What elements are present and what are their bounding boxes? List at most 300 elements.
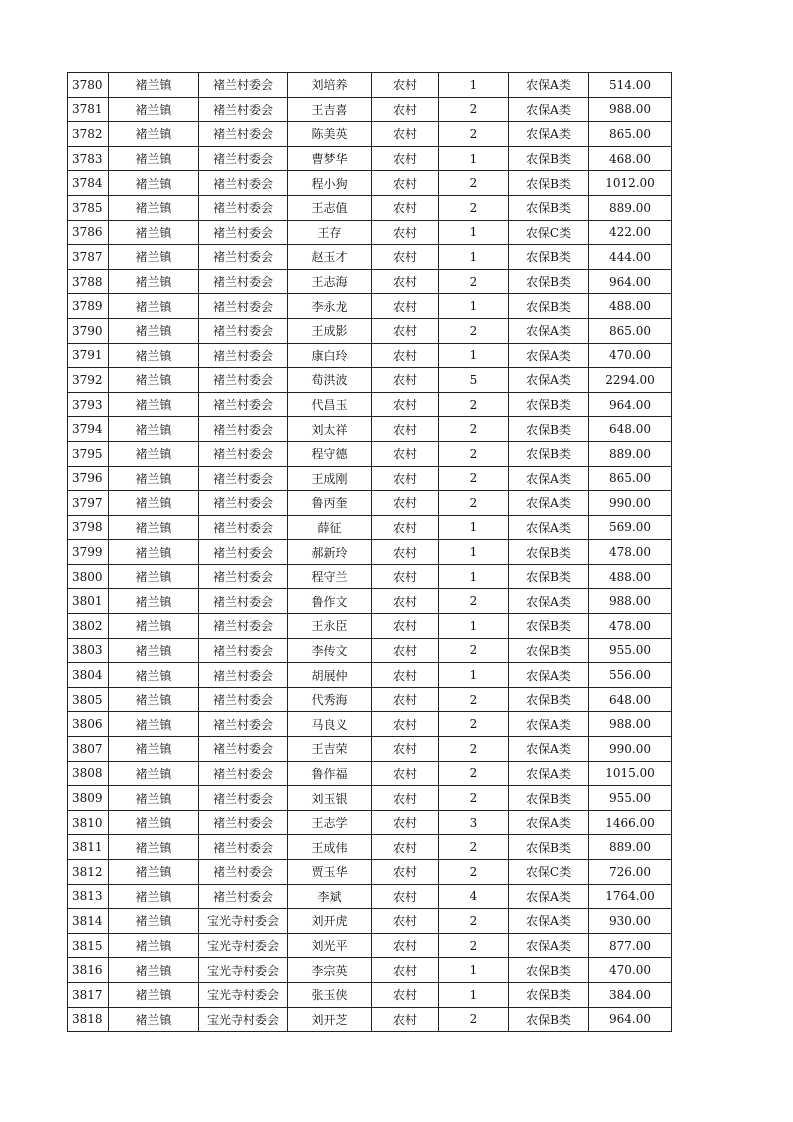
cell-committee: 褚兰村委会 bbox=[199, 417, 288, 442]
cell-town: 褚兰镇 bbox=[109, 269, 199, 294]
cell-area: 农村 bbox=[372, 810, 439, 835]
cell-amount: 1015.00 bbox=[589, 761, 672, 786]
cell-category: 农保B类 bbox=[509, 614, 589, 639]
table-row bbox=[68, 269, 672, 294]
cell-town: 褚兰镇 bbox=[109, 97, 199, 122]
cell-area: 农村 bbox=[372, 491, 439, 516]
cell-name: 鲁丙奎 bbox=[288, 491, 372, 516]
cell-town: 褚兰镇 bbox=[109, 663, 199, 688]
cell-category: 农保B类 bbox=[509, 786, 589, 811]
table-row bbox=[68, 466, 672, 491]
cell-name: 王志海 bbox=[288, 269, 372, 294]
cell-area: 农村 bbox=[372, 343, 439, 368]
cell-name: 陈美英 bbox=[288, 122, 372, 147]
cell-id: 3795 bbox=[68, 441, 109, 466]
cell-area: 农村 bbox=[372, 368, 439, 393]
cell-id: 3813 bbox=[68, 884, 109, 909]
cell-id: 3781 bbox=[68, 97, 109, 122]
cell-people: 2 bbox=[439, 909, 509, 934]
cell-name: 王志值 bbox=[288, 195, 372, 220]
cell-people: 4 bbox=[439, 884, 509, 909]
cell-area: 农村 bbox=[372, 417, 439, 442]
cell-area: 农村 bbox=[372, 835, 439, 860]
cell-people: 1 bbox=[439, 564, 509, 589]
cell-committee: 褚兰村委会 bbox=[199, 810, 288, 835]
cell-name: 程守德 bbox=[288, 441, 372, 466]
cell-people: 2 bbox=[439, 417, 509, 442]
cell-area: 农村 bbox=[372, 884, 439, 909]
cell-category: 农保B类 bbox=[509, 269, 589, 294]
cell-area: 农村 bbox=[372, 909, 439, 934]
cell-people: 1 bbox=[439, 540, 509, 565]
cell-town: 褚兰镇 bbox=[109, 884, 199, 909]
cell-town: 褚兰镇 bbox=[109, 171, 199, 196]
cell-people: 2 bbox=[439, 171, 509, 196]
cell-id: 3794 bbox=[68, 417, 109, 442]
cell-amount: 988.00 bbox=[589, 589, 672, 614]
cell-category: 农保C类 bbox=[509, 860, 589, 885]
cell-committee: 褚兰村委会 bbox=[199, 220, 288, 245]
cell-category: 农保B类 bbox=[509, 294, 589, 319]
cell-committee: 褚兰村委会 bbox=[199, 761, 288, 786]
cell-id: 3817 bbox=[68, 982, 109, 1007]
cell-area: 农村 bbox=[372, 614, 439, 639]
table-row bbox=[68, 982, 672, 1007]
cell-amount: 384.00 bbox=[589, 982, 672, 1007]
cell-name: 李传文 bbox=[288, 638, 372, 663]
cell-category: 农保B类 bbox=[509, 982, 589, 1007]
cell-category: 农保B类 bbox=[509, 638, 589, 663]
cell-category: 农保B类 bbox=[509, 1007, 589, 1032]
cell-committee: 褚兰村委会 bbox=[199, 122, 288, 147]
cell-committee: 褚兰村委会 bbox=[199, 318, 288, 343]
cell-id: 3801 bbox=[68, 589, 109, 614]
cell-category: 农保A类 bbox=[509, 97, 589, 122]
cell-town: 褚兰镇 bbox=[109, 933, 199, 958]
cell-name: 赵玉才 bbox=[288, 245, 372, 270]
cell-amount: 990.00 bbox=[589, 491, 672, 516]
table-row bbox=[68, 171, 672, 196]
cell-area: 农村 bbox=[372, 441, 439, 466]
cell-area: 农村 bbox=[372, 318, 439, 343]
cell-area: 农村 bbox=[372, 712, 439, 737]
cell-town: 褚兰镇 bbox=[109, 220, 199, 245]
table-row bbox=[68, 909, 672, 934]
cell-people: 2 bbox=[439, 1007, 509, 1032]
cell-amount: 990.00 bbox=[589, 737, 672, 762]
table-row bbox=[68, 589, 672, 614]
table-row bbox=[68, 122, 672, 147]
cell-area: 农村 bbox=[372, 171, 439, 196]
table-row bbox=[68, 614, 672, 639]
cell-amount: 470.00 bbox=[589, 343, 672, 368]
cell-name: 康白玲 bbox=[288, 343, 372, 368]
cell-amount: 988.00 bbox=[589, 97, 672, 122]
cell-town: 褚兰镇 bbox=[109, 195, 199, 220]
cell-committee: 褚兰村委会 bbox=[199, 466, 288, 491]
cell-amount: 955.00 bbox=[589, 638, 672, 663]
cell-committee: 褚兰村委会 bbox=[199, 97, 288, 122]
cell-id: 3800 bbox=[68, 564, 109, 589]
table-row bbox=[68, 737, 672, 762]
cell-name: 李永龙 bbox=[288, 294, 372, 319]
cell-amount: 964.00 bbox=[589, 269, 672, 294]
cell-name: 薛征 bbox=[288, 515, 372, 540]
cell-area: 农村 bbox=[372, 564, 439, 589]
cell-amount: 1466.00 bbox=[589, 810, 672, 835]
cell-area: 农村 bbox=[372, 687, 439, 712]
cell-amount: 865.00 bbox=[589, 466, 672, 491]
cell-category: 农保A类 bbox=[509, 343, 589, 368]
cell-id: 3815 bbox=[68, 933, 109, 958]
cell-town: 褚兰镇 bbox=[109, 540, 199, 565]
cell-committee: 褚兰村委会 bbox=[199, 269, 288, 294]
cell-area: 农村 bbox=[372, 97, 439, 122]
cell-people: 1 bbox=[439, 294, 509, 319]
cell-id: 3807 bbox=[68, 737, 109, 762]
cell-id: 3806 bbox=[68, 712, 109, 737]
cell-category: 农保A类 bbox=[509, 491, 589, 516]
cell-amount: 648.00 bbox=[589, 687, 672, 712]
table-row bbox=[68, 860, 672, 885]
cell-town: 褚兰镇 bbox=[109, 491, 199, 516]
cell-area: 农村 bbox=[372, 958, 439, 983]
cell-people: 1 bbox=[439, 515, 509, 540]
table-row bbox=[68, 810, 672, 835]
cell-area: 农村 bbox=[372, 933, 439, 958]
cell-area: 农村 bbox=[372, 269, 439, 294]
cell-people: 2 bbox=[439, 269, 509, 294]
cell-category: 农保B类 bbox=[509, 146, 589, 171]
cell-people: 1 bbox=[439, 614, 509, 639]
table-row bbox=[68, 245, 672, 270]
cell-committee: 褚兰村委会 bbox=[199, 368, 288, 393]
table-row bbox=[68, 687, 672, 712]
cell-id: 3780 bbox=[68, 73, 109, 98]
cell-committee: 褚兰村委会 bbox=[199, 171, 288, 196]
cell-amount: 889.00 bbox=[589, 195, 672, 220]
table-row bbox=[68, 294, 672, 319]
cell-name: 王永臣 bbox=[288, 614, 372, 639]
cell-people: 1 bbox=[439, 343, 509, 368]
table-row bbox=[68, 392, 672, 417]
cell-area: 农村 bbox=[372, 515, 439, 540]
cell-id: 3811 bbox=[68, 835, 109, 860]
cell-town: 褚兰镇 bbox=[109, 122, 199, 147]
cell-town: 褚兰镇 bbox=[109, 146, 199, 171]
cell-category: 农保B类 bbox=[509, 441, 589, 466]
cell-people: 2 bbox=[439, 392, 509, 417]
cell-town: 褚兰镇 bbox=[109, 73, 199, 98]
cell-amount: 488.00 bbox=[589, 294, 672, 319]
cell-town: 褚兰镇 bbox=[109, 589, 199, 614]
cell-committee: 褚兰村委会 bbox=[199, 884, 288, 909]
cell-committee: 宝光寺村委会 bbox=[199, 958, 288, 983]
cell-name: 鲁作福 bbox=[288, 761, 372, 786]
cell-area: 农村 bbox=[372, 786, 439, 811]
cell-name: 王存 bbox=[288, 220, 372, 245]
cell-town: 褚兰镇 bbox=[109, 712, 199, 737]
table-row bbox=[68, 441, 672, 466]
cell-amount: 1012.00 bbox=[589, 171, 672, 196]
cell-category: 农保A类 bbox=[509, 466, 589, 491]
cell-committee: 褚兰村委会 bbox=[199, 491, 288, 516]
cell-town: 褚兰镇 bbox=[109, 245, 199, 270]
cell-people: 2 bbox=[439, 737, 509, 762]
cell-name: 刘培养 bbox=[288, 73, 372, 98]
table-row bbox=[68, 417, 672, 442]
cell-people: 2 bbox=[439, 712, 509, 737]
cell-name: 王吉荣 bbox=[288, 737, 372, 762]
cell-category: 农保A类 bbox=[509, 318, 589, 343]
table-body bbox=[68, 73, 672, 1032]
cell-people: 2 bbox=[439, 122, 509, 147]
cell-committee: 褚兰村委会 bbox=[199, 712, 288, 737]
cell-committee: 褚兰村委会 bbox=[199, 589, 288, 614]
cell-town: 褚兰镇 bbox=[109, 368, 199, 393]
cell-category: 农保A类 bbox=[509, 909, 589, 934]
cell-people: 1 bbox=[439, 245, 509, 270]
cell-committee: 褚兰村委会 bbox=[199, 392, 288, 417]
table-row bbox=[68, 220, 672, 245]
cell-town: 褚兰镇 bbox=[109, 564, 199, 589]
cell-committee: 褚兰村委会 bbox=[199, 786, 288, 811]
cell-name: 贾玉华 bbox=[288, 860, 372, 885]
cell-name: 程守兰 bbox=[288, 564, 372, 589]
cell-people: 2 bbox=[439, 786, 509, 811]
cell-amount: 468.00 bbox=[589, 146, 672, 171]
cell-committee: 褚兰村委会 bbox=[199, 614, 288, 639]
cell-committee: 褚兰村委会 bbox=[199, 343, 288, 368]
cell-town: 褚兰镇 bbox=[109, 786, 199, 811]
cell-town: 褚兰镇 bbox=[109, 392, 199, 417]
cell-name: 荀洪波 bbox=[288, 368, 372, 393]
cell-name: 刘开虎 bbox=[288, 909, 372, 934]
cell-people: 2 bbox=[439, 589, 509, 614]
cell-amount: 2294.00 bbox=[589, 368, 672, 393]
cell-committee: 褚兰村委会 bbox=[199, 835, 288, 860]
cell-name: 刘太祥 bbox=[288, 417, 372, 442]
cell-id: 3785 bbox=[68, 195, 109, 220]
cell-amount: 889.00 bbox=[589, 441, 672, 466]
cell-area: 农村 bbox=[372, 737, 439, 762]
table-row bbox=[68, 884, 672, 909]
table-row bbox=[68, 933, 672, 958]
cell-name: 李宗英 bbox=[288, 958, 372, 983]
cell-name: 刘光平 bbox=[288, 933, 372, 958]
cell-id: 3791 bbox=[68, 343, 109, 368]
cell-people: 2 bbox=[439, 933, 509, 958]
cell-people: 2 bbox=[439, 638, 509, 663]
cell-amount: 514.00 bbox=[589, 73, 672, 98]
table-row bbox=[68, 1007, 672, 1032]
cell-amount: 889.00 bbox=[589, 835, 672, 860]
cell-name: 王吉喜 bbox=[288, 97, 372, 122]
cell-area: 农村 bbox=[372, 761, 439, 786]
cell-town: 褚兰镇 bbox=[109, 441, 199, 466]
cell-area: 农村 bbox=[372, 122, 439, 147]
cell-name: 王志学 bbox=[288, 810, 372, 835]
table-row bbox=[68, 515, 672, 540]
cell-name: 胡展仲 bbox=[288, 663, 372, 688]
table-row bbox=[68, 786, 672, 811]
cell-id: 3804 bbox=[68, 663, 109, 688]
cell-name: 鲁作文 bbox=[288, 589, 372, 614]
cell-amount: 955.00 bbox=[589, 786, 672, 811]
cell-town: 褚兰镇 bbox=[109, 417, 199, 442]
table-row bbox=[68, 958, 672, 983]
cell-category: 农保C类 bbox=[509, 220, 589, 245]
cell-town: 褚兰镇 bbox=[109, 761, 199, 786]
table-row bbox=[68, 343, 672, 368]
cell-people: 2 bbox=[439, 835, 509, 860]
cell-id: 3810 bbox=[68, 810, 109, 835]
cell-town: 褚兰镇 bbox=[109, 1007, 199, 1032]
cell-area: 农村 bbox=[372, 589, 439, 614]
cell-amount: 964.00 bbox=[589, 1007, 672, 1032]
cell-people: 2 bbox=[439, 195, 509, 220]
cell-category: 农保B类 bbox=[509, 687, 589, 712]
cell-id: 3797 bbox=[68, 491, 109, 516]
cell-name: 李斌 bbox=[288, 884, 372, 909]
cell-id: 3805 bbox=[68, 687, 109, 712]
cell-name: 郝新玲 bbox=[288, 540, 372, 565]
cell-category: 农保B类 bbox=[509, 835, 589, 860]
cell-town: 褚兰镇 bbox=[109, 958, 199, 983]
table-row bbox=[68, 638, 672, 663]
table-row bbox=[68, 835, 672, 860]
cell-id: 3784 bbox=[68, 171, 109, 196]
cell-area: 农村 bbox=[372, 245, 439, 270]
cell-name: 王成刚 bbox=[288, 466, 372, 491]
cell-amount: 478.00 bbox=[589, 614, 672, 639]
cell-town: 褚兰镇 bbox=[109, 515, 199, 540]
cell-committee: 褚兰村委会 bbox=[199, 515, 288, 540]
cell-id: 3790 bbox=[68, 318, 109, 343]
table-row bbox=[68, 761, 672, 786]
cell-committee: 褚兰村委会 bbox=[199, 638, 288, 663]
cell-amount: 422.00 bbox=[589, 220, 672, 245]
cell-name: 刘开芝 bbox=[288, 1007, 372, 1032]
cell-id: 3783 bbox=[68, 146, 109, 171]
cell-people: 2 bbox=[439, 97, 509, 122]
cell-id: 3802 bbox=[68, 614, 109, 639]
cell-people: 2 bbox=[439, 860, 509, 885]
table-row bbox=[68, 318, 672, 343]
cell-name: 王成影 bbox=[288, 318, 372, 343]
cell-people: 2 bbox=[439, 466, 509, 491]
cell-amount: 964.00 bbox=[589, 392, 672, 417]
cell-id: 3818 bbox=[68, 1007, 109, 1032]
cell-committee: 褚兰村委会 bbox=[199, 540, 288, 565]
cell-amount: 488.00 bbox=[589, 564, 672, 589]
cell-amount: 569.00 bbox=[589, 515, 672, 540]
cell-town: 褚兰镇 bbox=[109, 614, 199, 639]
cell-area: 农村 bbox=[372, 146, 439, 171]
cell-amount: 444.00 bbox=[589, 245, 672, 270]
table-row bbox=[68, 663, 672, 688]
cell-category: 农保A类 bbox=[509, 933, 589, 958]
cell-id: 3792 bbox=[68, 368, 109, 393]
cell-name: 程小狗 bbox=[288, 171, 372, 196]
cell-id: 3798 bbox=[68, 515, 109, 540]
cell-area: 农村 bbox=[372, 1007, 439, 1032]
cell-committee: 褚兰村委会 bbox=[199, 564, 288, 589]
cell-area: 农村 bbox=[372, 663, 439, 688]
cell-id: 3782 bbox=[68, 122, 109, 147]
cell-area: 农村 bbox=[372, 195, 439, 220]
cell-name: 刘玉银 bbox=[288, 786, 372, 811]
cell-category: 农保B类 bbox=[509, 171, 589, 196]
cell-amount: 877.00 bbox=[589, 933, 672, 958]
cell-area: 农村 bbox=[372, 982, 439, 1007]
cell-name: 马良义 bbox=[288, 712, 372, 737]
cell-category: 农保B类 bbox=[509, 540, 589, 565]
cell-town: 褚兰镇 bbox=[109, 318, 199, 343]
cell-people: 2 bbox=[439, 441, 509, 466]
cell-category: 农保B类 bbox=[509, 392, 589, 417]
cell-committee: 褚兰村委会 bbox=[199, 663, 288, 688]
cell-town: 褚兰镇 bbox=[109, 810, 199, 835]
cell-category: 农保A类 bbox=[509, 712, 589, 737]
cell-category: 农保A类 bbox=[509, 810, 589, 835]
cell-category: 农保A类 bbox=[509, 515, 589, 540]
cell-id: 3786 bbox=[68, 220, 109, 245]
cell-committee: 褚兰村委会 bbox=[199, 441, 288, 466]
cell-category: 农保B类 bbox=[509, 417, 589, 442]
cell-committee: 宝光寺村委会 bbox=[199, 909, 288, 934]
cell-town: 褚兰镇 bbox=[109, 835, 199, 860]
cell-town: 褚兰镇 bbox=[109, 466, 199, 491]
cell-amount: 865.00 bbox=[589, 122, 672, 147]
cell-category: 农保A类 bbox=[509, 122, 589, 147]
cell-committee: 褚兰村委会 bbox=[199, 245, 288, 270]
cell-people: 2 bbox=[439, 687, 509, 712]
cell-category: 农保A类 bbox=[509, 368, 589, 393]
cell-town: 褚兰镇 bbox=[109, 982, 199, 1007]
table-row bbox=[68, 564, 672, 589]
cell-town: 褚兰镇 bbox=[109, 860, 199, 885]
cell-category: 农保A类 bbox=[509, 73, 589, 98]
cell-people: 1 bbox=[439, 73, 509, 98]
cell-people: 1 bbox=[439, 982, 509, 1007]
cell-people: 5 bbox=[439, 368, 509, 393]
cell-name: 代昌玉 bbox=[288, 392, 372, 417]
cell-amount: 556.00 bbox=[589, 663, 672, 688]
cell-category: 农保A类 bbox=[509, 737, 589, 762]
table-row bbox=[68, 146, 672, 171]
cell-amount: 865.00 bbox=[589, 318, 672, 343]
cell-id: 3787 bbox=[68, 245, 109, 270]
cell-area: 农村 bbox=[372, 294, 439, 319]
cell-town: 褚兰镇 bbox=[109, 343, 199, 368]
cell-people: 1 bbox=[439, 663, 509, 688]
cell-committee: 褚兰村委会 bbox=[199, 860, 288, 885]
cell-town: 褚兰镇 bbox=[109, 638, 199, 663]
cell-committee: 宝光寺村委会 bbox=[199, 933, 288, 958]
table-row bbox=[68, 540, 672, 565]
cell-name: 曹梦华 bbox=[288, 146, 372, 171]
cell-id: 3793 bbox=[68, 392, 109, 417]
cell-id: 3814 bbox=[68, 909, 109, 934]
data-table bbox=[67, 72, 672, 1032]
cell-area: 农村 bbox=[372, 466, 439, 491]
cell-people: 1 bbox=[439, 220, 509, 245]
cell-people: 2 bbox=[439, 491, 509, 516]
cell-id: 3803 bbox=[68, 638, 109, 663]
cell-category: 农保A类 bbox=[509, 761, 589, 786]
cell-amount: 648.00 bbox=[589, 417, 672, 442]
